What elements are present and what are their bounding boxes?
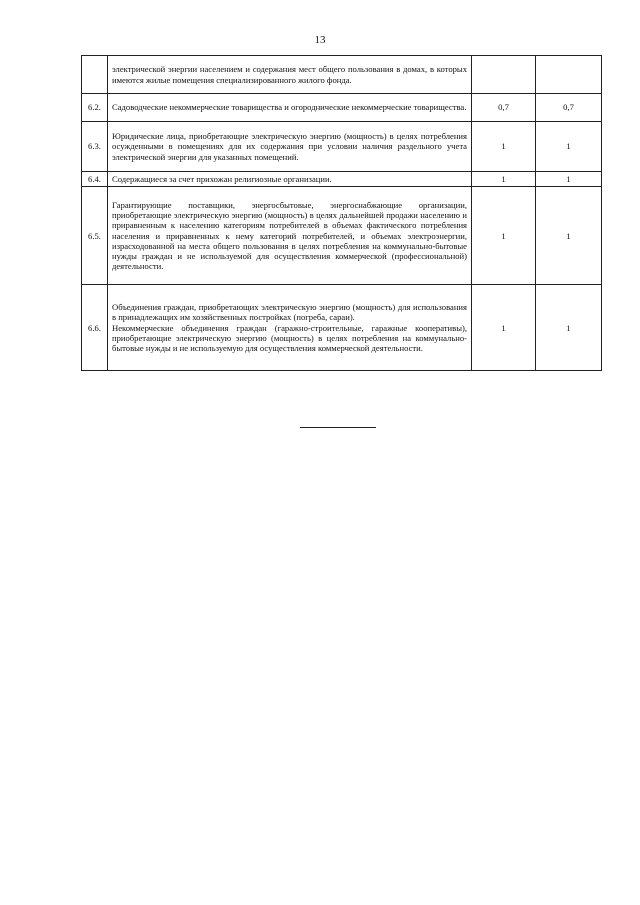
row-description xyxy=(108,94,472,122)
table-row xyxy=(82,285,602,371)
page-number: 13 xyxy=(314,34,326,46)
row-value-1: 1 xyxy=(472,187,536,285)
row-value-1: 1 xyxy=(472,172,536,187)
row-number: 6.5. xyxy=(82,187,108,285)
table-row xyxy=(82,187,602,285)
row-number: 6.4. xyxy=(82,172,108,187)
row-description-text: Содержащиеся за счет прихожан религиозные организации. xyxy=(112,174,332,184)
row-value-2: 1 xyxy=(536,122,602,172)
row-value-2: 1 xyxy=(536,187,602,285)
row-value-2 xyxy=(536,56,602,94)
row-number: 6.3. xyxy=(82,122,108,172)
row-description-text: электрической энергии населением и содержания мест общего пользования в домах, в которых имеются жилые помещения специализированного жилого фонда. xyxy=(112,64,467,85)
row-value-1: 0,7 xyxy=(472,94,536,122)
table-row xyxy=(82,172,602,187)
row-number: 6.6. xyxy=(82,285,108,371)
row-description-text: Юридические лица, приобретающие электрическую энергию (мощность) в целях потребления осужденными в помещениях для их содержания при условии наличия раздельного учета электрической энергии для указанных помещений. xyxy=(112,131,467,162)
row-value-1: 1 xyxy=(472,285,536,371)
table-row xyxy=(82,56,602,94)
row-number xyxy=(82,56,108,94)
table-row xyxy=(82,122,602,172)
row-description xyxy=(108,285,472,371)
table-row xyxy=(82,94,602,122)
row-description-text: Садоводческие некоммерческие товарищества и огороднические некоммерческие товарищества. xyxy=(112,102,467,113)
row-number: 6.2. xyxy=(82,94,108,122)
row-description-paragraph-1: Объединения граждан, приобретающих электрическую энергию (мощность) для использования в принадлежащих им хозяйственных постройках (погреба, сараи). xyxy=(112,302,467,323)
row-description xyxy=(108,56,472,94)
row-description xyxy=(108,187,472,285)
row-value-1 xyxy=(472,56,536,94)
row-value-2: 1 xyxy=(536,172,602,187)
row-description xyxy=(108,172,472,187)
row-description-text: Гарантирующие поставщики, энергосбытовые, энергоснабжающие организации, приобретающие электрическую энергию (мощность) в целях дальнейшей продажи населению и приравненным к населению категориям потребителей в объемах фактического потребления населения и приравненных к нему категорий потребителей, и объемах электроэнергии, израсходованной на места общего пользования в целях потребления на коммунально-бытовые нужды граждан и не используемой для осуществления коммерческой (профессиональной) деятельности. xyxy=(112,199,467,272)
row-value-2: 1 xyxy=(536,285,602,371)
row-description-paragraph-2: Некоммерческие объединения граждан (гаражно-строительные, гаражные кооперативы), приобретающие электрическую энергию (мощность) в целях потребления на коммунально-бытовые нужды и не используемую для осуществления коммерческой деятельности. xyxy=(112,322,467,353)
row-value-1: 1 xyxy=(472,122,536,172)
row-value-2: 0,7 xyxy=(536,94,602,122)
row-description xyxy=(108,122,472,172)
end-of-section-rule xyxy=(300,427,376,428)
tariff-table xyxy=(81,55,602,371)
